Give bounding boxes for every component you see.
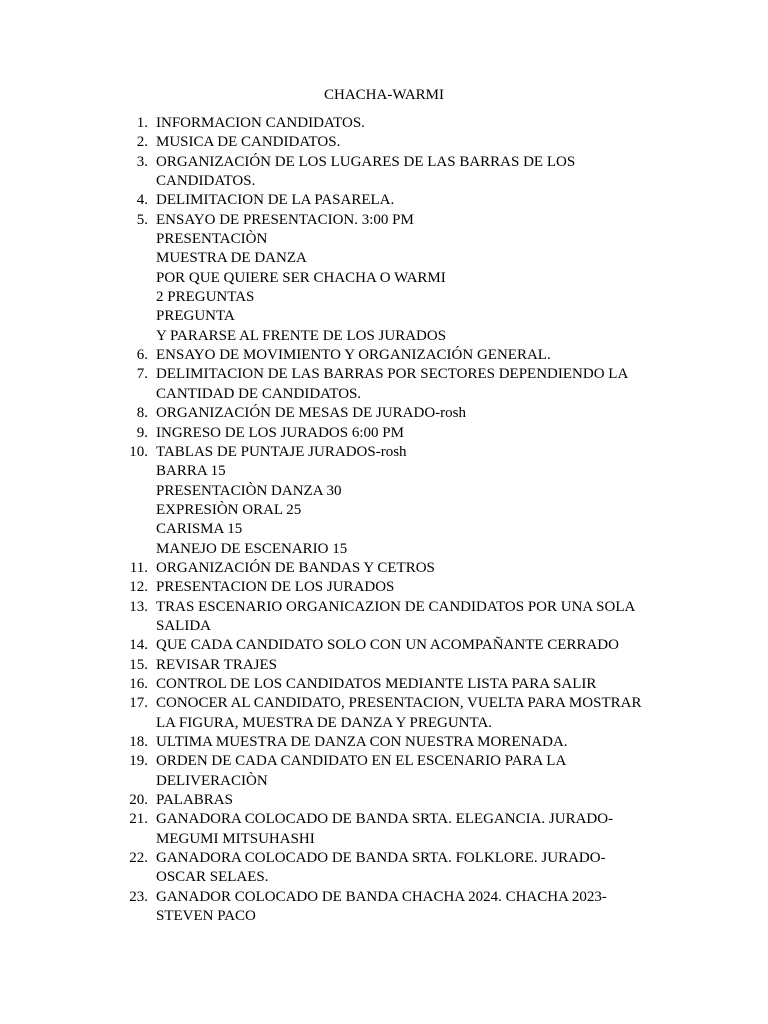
list-item-number: 4.: [136, 192, 148, 209]
list-item: [118, 694, 678, 733]
list-item-text-line: BARRA 15: [156, 463, 226, 480]
list-item-text-line: TABLAS DE PUNTAJE JURADOS-rosh: [156, 443, 407, 460]
list-item: [118, 656, 678, 675]
list-item-text-line: PRESENTACION DE LOS JURADOS: [156, 579, 395, 596]
list-item-number: 18.: [129, 734, 148, 750]
list-item-text-line: GANADOR COLOCADO DE BANDA CHACHA 2024. CHACHA 2023-: [156, 888, 607, 905]
list-item-number: 22.: [129, 850, 148, 867]
list-item: [118, 598, 678, 637]
list-item: [118, 675, 678, 694]
list-item-text-line: CONTROL DE LOS CANDIDATOS MEDIANTE LISTA PARA SALIR: [156, 675, 597, 692]
list-item: [118, 443, 678, 559]
list-item-text-line: DELIMITACION DE LAS BARRAS POR SECTORES DEPENDIENDO LA: [156, 366, 629, 383]
list-item-number: 19.: [129, 753, 148, 770]
list-item-text-line: PRESENTACIÒN DANZA 30: [156, 482, 342, 499]
list-item-number: 13.: [129, 598, 148, 615]
list-item-text-line: ULTIMA MUESTRA DE DANZA CON NUESTRA MORENADA.: [156, 734, 568, 750]
list-item-number: 6.: [136, 347, 148, 364]
list-item-number: 3.: [136, 153, 148, 170]
list-item-number: 21.: [129, 811, 148, 828]
list-item-number: 15.: [129, 656, 148, 673]
list-item-text-line: CARISMA 15: [156, 521, 243, 538]
list-item-text-line: ENSAYO DE PRESENTACION. 3:00 PM: [156, 211, 414, 228]
list-item-text-line: OSCAR SELAES.: [156, 869, 269, 886]
list-item-text-line: ORGANIZACIÓN DE LOS LUGARES DE LAS BARRAS DE LOS: [156, 153, 576, 170]
list-item-text-line: GANADORA COLOCADO DE BANDA SRTA. ELEGANCIA. JURADO-: [156, 811, 614, 828]
list-item-number: 7.: [136, 366, 148, 383]
list-item: [118, 133, 678, 152]
list-item-text-line: ORGANIZACIÓN DE MESAS DE JURADO-rosh: [156, 405, 466, 422]
list-item: [118, 346, 678, 365]
list-item-number: 10.: [129, 443, 148, 460]
list-item: [118, 733, 678, 752]
list-item: [118, 888, 678, 927]
list-item-number: 16.: [129, 675, 148, 692]
list-item: [118, 153, 678, 192]
numbered-list: [118, 114, 678, 926]
list-item-text-line: EXPRESIÒN ORAL 25: [156, 501, 302, 518]
list-item: [118, 365, 678, 404]
list-item: [118, 114, 678, 133]
list-item-text-line: INFORMACION CANDIDATOS.: [156, 115, 365, 131]
list-item-text-line: ORDEN DE CADA CANDIDATO EN EL ESCENARIO PARA LA: [156, 753, 567, 770]
list-item-text-line: CANDIDATOS.: [156, 173, 256, 190]
list-item-text-line: ORGANIZACIÓN DE BANDAS Y CETROS: [156, 559, 435, 576]
list-item: [118, 559, 678, 578]
list-item-text-line: MUSICA DE CANDIDATOS.: [156, 134, 341, 151]
list-item-text-line: POR QUE QUIERE SER CHACHA O WARMI: [156, 269, 446, 286]
page-title: CHACHA-WARMI: [324, 87, 444, 103]
list-item-text-line: TRAS ESCENARIO ORGANICAZION DE CANDIDATOS POR UNA SOLA: [156, 598, 636, 615]
list-item-text-line: QUE CADA CANDIDATO SOLO CON UN ACOMPAÑANTE CERRADO: [156, 637, 619, 654]
list-item-text-line: REVISAR TRAJES: [156, 656, 277, 673]
list-item-number: 20.: [129, 792, 148, 809]
list-item-text-line: ENSAYO DE MOVIMIENTO Y ORGANIZACIÓN GENERAL.: [156, 347, 551, 364]
list-item-text-line: CONOCER AL CANDIDATO, PRESENTACION, VUELTA PARA MOSTRAR: [156, 695, 642, 712]
list-item: [118, 849, 678, 888]
list-item-text-line: MUESTRA DE DANZA: [156, 250, 307, 267]
list-item-text-line: SALIDA: [156, 617, 211, 634]
list-item-text-line: Y PARARSE AL FRENTE DE LOS JURADOS: [156, 327, 447, 344]
list-item-number: 11.: [129, 559, 148, 576]
list-item-text-line: DELIVERACIÒN: [156, 772, 268, 789]
list-item-text-line: INGRESO DE LOS JURADOS 6:00 PM: [156, 424, 404, 441]
list-item-text-line: MANEJO DE ESCENARIO 15: [156, 540, 348, 557]
list-item-text-line: LA FIGURA, MUESTRA DE DANZA Y PREGUNTA.: [156, 714, 493, 731]
list-item-text-line: GANADORA COLOCADO DE BANDA SRTA. FOLKLORE. JURADO-: [156, 850, 606, 867]
list-item-text-line: MEGUMI MITSUHASHI: [156, 830, 315, 847]
list-item-number: 23.: [129, 888, 148, 905]
list-item-number: 12.: [129, 579, 148, 596]
list-item-number: 17.: [129, 695, 148, 712]
list-item: [118, 211, 678, 346]
list-item: [118, 578, 678, 597]
list-item: [118, 636, 678, 655]
list-item: [118, 810, 678, 849]
list-item-number: 8.: [136, 405, 148, 422]
list-item: [118, 424, 678, 443]
list-item-number: 2.: [136, 134, 148, 151]
list-item: [118, 191, 678, 210]
list-item: [118, 404, 678, 423]
list-item-number: 14.: [129, 637, 148, 654]
list-item-number: 5.: [136, 211, 148, 228]
list-item-text-line: CANTIDAD DE CANDIDATOS.: [156, 385, 362, 402]
list-item-number: 1.: [136, 115, 148, 131]
list-item-text-line: PALABRAS: [156, 792, 233, 809]
list-item-text-line: DELIMITACION DE LA PASARELA.: [156, 192, 395, 209]
list-item-text-line: STEVEN PACO: [156, 908, 256, 925]
list-item-text-line: 2 PREGUNTAS: [156, 289, 255, 306]
list-item-text-line: PREGUNTA: [156, 308, 235, 325]
list-item-number: 9.: [136, 424, 148, 441]
list-item-text-line: PRESENTACIÒN: [156, 231, 268, 248]
list-item: [118, 791, 678, 810]
list-item: [118, 752, 678, 791]
